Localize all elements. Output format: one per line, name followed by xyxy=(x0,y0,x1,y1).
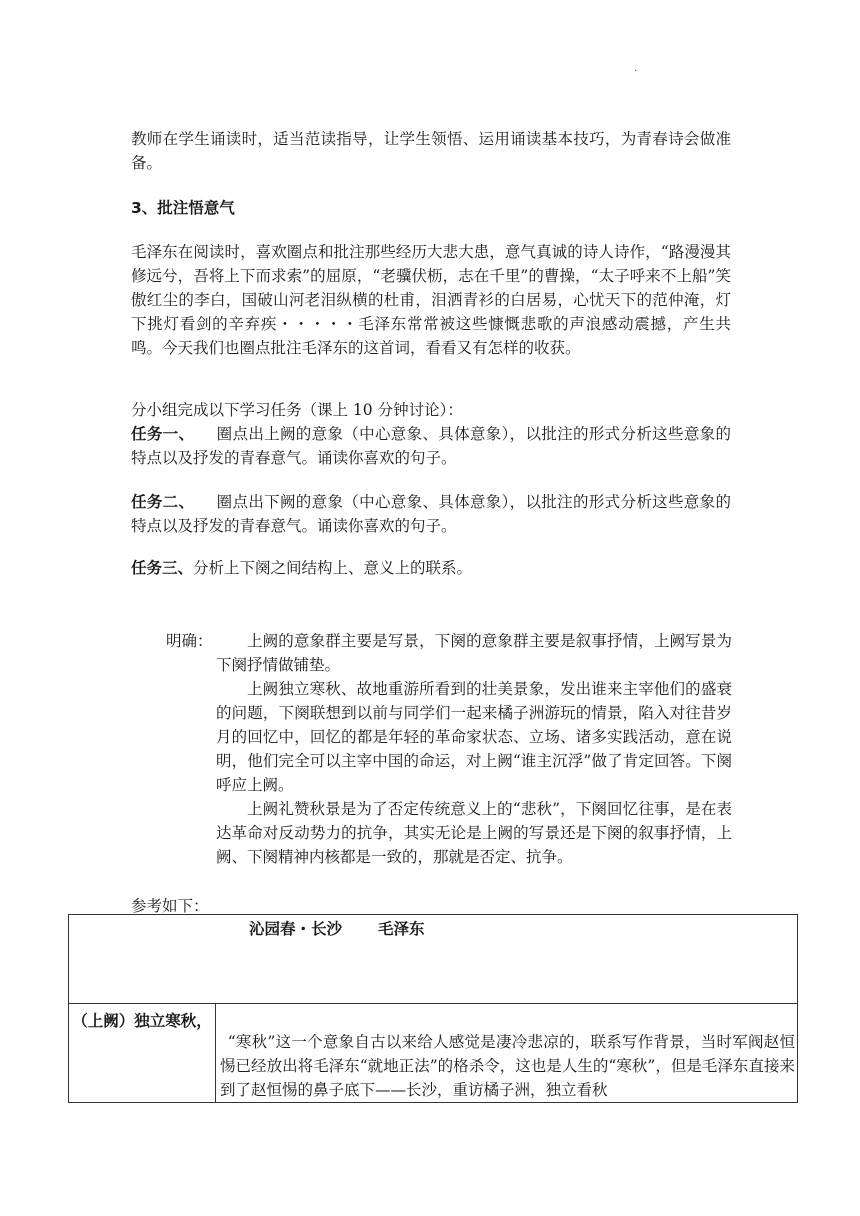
answer-paragraph: 上阙礼赞秋景是为了否定传统意义上的“悲秋”，下阕回忆往事，是在表达革命对反动势力的抗争，其实无论是上阙的写景还是下阕的叙事抒情，上阙、下阕精神内核都是一致的，那就是否定、抗争。 xyxy=(216,800,732,866)
poem-title: 沁园春・长沙 xyxy=(249,920,343,938)
task-two-text: 圈点出下阙的意象（中心意象、具体意象），以批注的形式分析这些意象的特点以及抒发的青春意气。诵读你喜欢的句子。 xyxy=(131,493,731,535)
task-one-label: 任务一、 xyxy=(131,425,195,443)
poem-author: 毛泽东 xyxy=(378,920,425,938)
task-three xyxy=(131,556,731,580)
task-three-label: 任务三、 xyxy=(131,559,194,577)
group-intro: 分小组完成以下学习任务（课上 10 分钟讨论）： xyxy=(131,401,463,419)
task-two xyxy=(131,490,731,538)
task-three-text: 分析上下阕之间结构上、意义上的联系。 xyxy=(193,559,473,577)
answer-label: 明确： xyxy=(166,632,213,650)
row-label-cell xyxy=(69,1004,216,1103)
header-mark: · xyxy=(634,66,638,77)
answer-block xyxy=(216,629,732,869)
answer-paragraph: 上阙独立寒秋、故地重游所看到的壮美景象，发出谁来主宰他们的盛衰的问题，下阕联想到以前与同学们一起来橘子洲游玩的情景，陷入对往昔岁月的回忆中，回忆的都是年轻的革命家状态、立场、诸多实践活动，意在说明，他们完全可以主宰中国的命运，对上阙“谁主沉浮”做了肯定回答。下阕呼应上阙。 xyxy=(216,680,732,794)
row-text-cell xyxy=(216,1004,798,1103)
section-heading: 3、批注悟意气 xyxy=(131,199,235,217)
row-text: “寒秋”这一个意象自古以来给人感觉是凄冷悲凉的，联系写作背景，当时军阀赵恒惕已经放出将毛泽东“就地正法”的格杀令，这也是人生的“寒秋”，但是毛泽东直接来到了赵恒惕的鼻子底下——长沙，重访橘子洲，独立看秋 xyxy=(220,1033,795,1099)
task-one-text: 圈点出上阙的意象（中心意象、具体意象），以批注的形式分析这些意象的特点以及抒发的青春意气。诵读你喜欢的句子。 xyxy=(131,425,731,467)
task-one xyxy=(131,422,731,470)
section-paragraph: 毛泽东在阅读时，喜欢圈点和批注那些经历大悲大患，意气真诚的诗人诗作，“路漫漫其修远兮，吾将上下而求索”的屈原，“老骥伏枥，志在千里”的曹操，“太子呼来不上船”笑傲红尘的李白，国破山河老泪纵横的杜甫，泪洒青衫的白居易，心忧天下的范仲淹，灯下挑灯看剑的辛弃疾・・・・・毛泽东常常被这些慷慨悲歌的声浪感动震撼，产生共鸣。今天我们也圈点批注毛泽东的这首词，看看又有怎样的收获。 xyxy=(131,243,731,357)
answer-paragraph: 上阙的意象群主要是写景，下阕的意象群主要是叙事抒情，上阙写景为下阕抒情做铺垫。 xyxy=(216,632,732,674)
poem-title-cell xyxy=(69,915,798,1004)
reference-table xyxy=(68,914,798,1103)
intro-paragraph: 教师在学生诵读时，适当范读指导，让学生领悟、运用诵读基本技巧，为青春诗会做准备。 xyxy=(131,130,731,172)
row-label: （上阙）独立寒秋， xyxy=(72,1011,212,1030)
reference-label: 参考如下： xyxy=(131,897,209,915)
task-two-label: 任务二、 xyxy=(131,493,195,511)
